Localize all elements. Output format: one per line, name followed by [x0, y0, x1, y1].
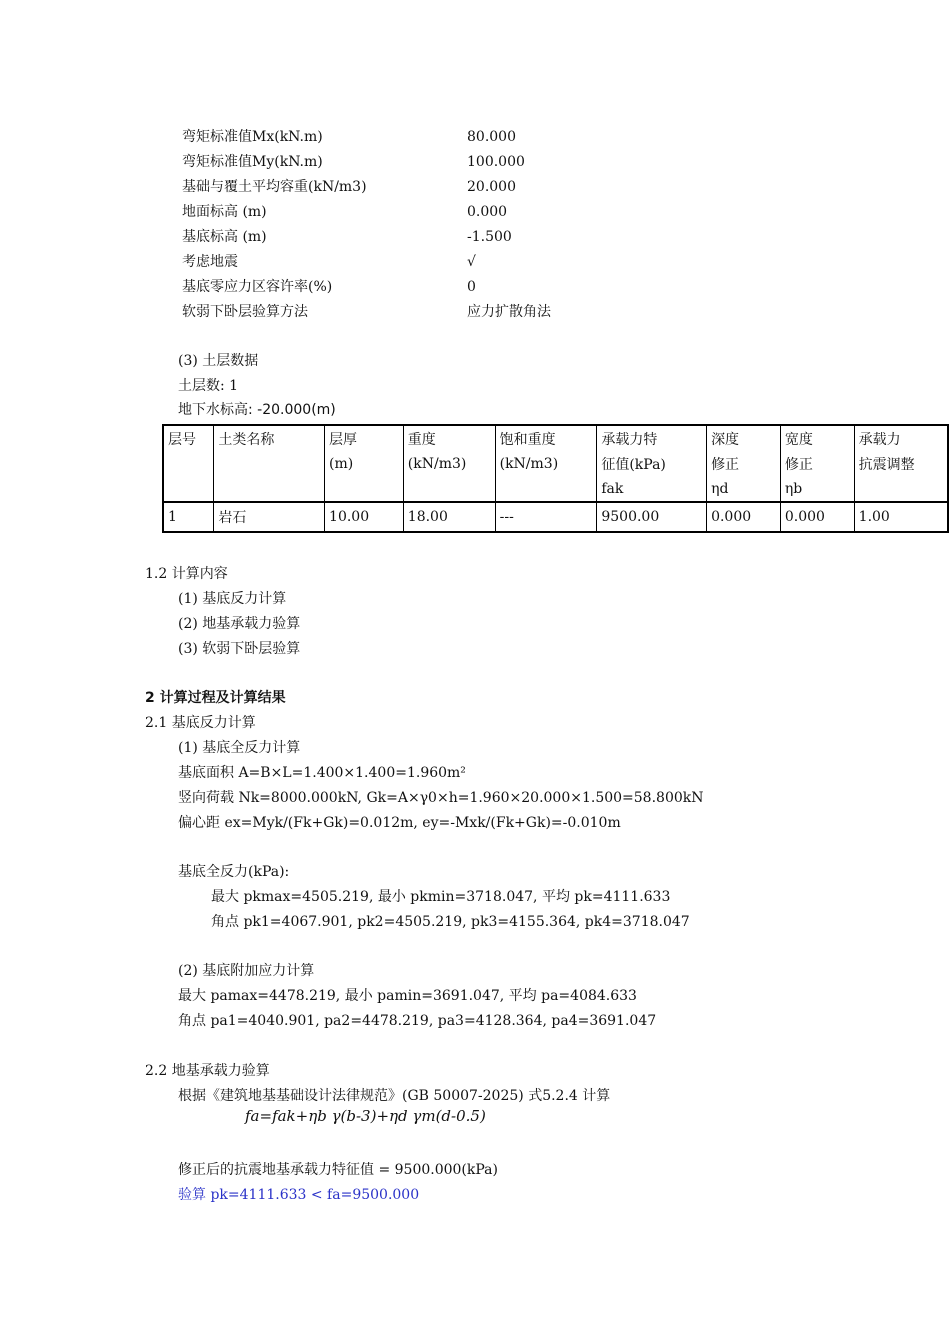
table-cell: 1: [163, 502, 214, 532]
param-label: 弯矩标准值My(kN.m): [182, 154, 323, 170]
code-basis: 根据《建筑地基基础设计法律规范》(GB 50007-2025) 式5.2.4 计算: [178, 1088, 611, 1104]
table-cell: (kN/m3): [495, 451, 597, 476]
table-cell: ηb: [780, 476, 854, 502]
groundwater-level: 地下水标高: -20.000(m): [178, 402, 336, 418]
vertical-load: 竖向荷载 Nk=8000.000kN, Gk=A×γ0×h=1.960×20.000×1.500=58.800kN: [178, 790, 704, 806]
base-area: [178, 764, 466, 782]
table-cell: 重度: [403, 425, 495, 451]
table-cell: 1.00: [854, 502, 948, 532]
param-value: 应力扩散角法: [467, 304, 551, 320]
table-cell: 岩石: [214, 502, 325, 532]
eccentricity: 偏心距 ex=Myk/(Fk+Gk)=0.012m, ey=-Mxk/(Fk+Gk)=-0.010m: [178, 815, 621, 831]
table-cell: 抗震调整: [854, 451, 948, 476]
table-cell: (kN/m3): [403, 451, 495, 476]
soil-layer-count: 土层数: 1: [178, 378, 239, 394]
table-cell: 10.00: [325, 502, 404, 532]
subsection-title: (2) 基底附加应力计算: [178, 963, 315, 979]
param-value: √: [467, 254, 476, 270]
table-cell: [214, 451, 325, 476]
param-label: 弯矩标准值Mx(kN.m): [182, 129, 323, 145]
table-cell: 土类名称: [214, 425, 325, 451]
param-value: 80.000: [467, 129, 516, 145]
table-cell: 宽度: [780, 425, 854, 451]
table-header-row: [163, 425, 948, 451]
param-value: -1.500: [467, 229, 512, 245]
table-cell: 承载力特: [597, 425, 707, 451]
base-area-text: 基底面积 A=B×L=1.400×1.400=1.960m²: [178, 765, 466, 781]
table-row: [163, 502, 948, 532]
table-header-row: [163, 476, 948, 502]
table-cell: [163, 476, 214, 502]
adjusted-bearing-capacity: 修正后的抗震地基承载力特征值 = 9500.000(kPa): [178, 1162, 498, 1178]
table-cell: ---: [495, 502, 597, 532]
table-cell: 承载力: [854, 425, 948, 451]
table-cell: 层厚: [325, 425, 404, 451]
section-2-1-title: 2.1 基底反力计算: [145, 715, 256, 731]
full-reaction-title: 基底全反力(kPa):: [178, 864, 290, 880]
table-cell: [403, 476, 495, 502]
additional-stress-summary: 最大 pamax=4478.219, 最小 pamin=3691.047, 平均 pa=4084.633: [178, 988, 637, 1004]
section-2-2-title: 2.2 地基承载力验算: [145, 1063, 270, 1079]
param-value: 0.000: [467, 204, 508, 220]
param-label: 考虑地震: [182, 254, 238, 270]
param-label: 基底标高 (m): [182, 229, 267, 245]
param-value: 20.000: [467, 179, 516, 195]
param-label: 基础与覆土平均容重(kN/m3): [182, 179, 367, 195]
param-value: 100.000: [467, 154, 525, 170]
table-header-row: [163, 451, 948, 476]
section-1-2-title: 1.2 计算内容: [145, 566, 228, 582]
table-cell: 0.000: [780, 502, 854, 532]
table-cell: [495, 476, 597, 502]
table-cell: 修正: [707, 451, 781, 476]
param-label: 软弱下卧层验算方法: [182, 304, 308, 320]
content-item: (3) 软弱下卧层验算: [178, 641, 301, 657]
table-cell: 深度: [707, 425, 781, 451]
soil-layer-table: [162, 424, 949, 533]
additional-stress-corners: 角点 pa1=4040.901, pa2=4478.219, pa3=4128.364, pa4=3691.047: [178, 1013, 657, 1029]
content-item: (2) 地基承载力验算: [178, 616, 301, 632]
section-2-title: 2 计算过程及计算结果: [145, 690, 286, 706]
full-reaction-corners: 角点 pk1=4067.901, pk2=4505.219, pk3=4155.364, pk4=3718.047: [211, 914, 690, 930]
soil-section-title: (3) 土层数据: [178, 353, 259, 369]
table-cell: ηd: [707, 476, 781, 502]
bearing-capacity-formula: fa=fak+ηb γ(b-3)+ηd γm(d-0.5): [245, 1107, 486, 1125]
table-cell: (m): [325, 451, 404, 476]
table-cell: [854, 476, 948, 502]
table-cell: fak: [597, 476, 707, 502]
table-cell: 征值(kPa): [597, 451, 707, 476]
subsection-title: (1) 基底全反力计算: [178, 740, 301, 756]
content-item: (1) 基底反力计算: [178, 591, 287, 607]
param-label: 基底零应力区容许率(%): [182, 279, 333, 295]
table-cell: 9500.00: [597, 502, 707, 532]
table-cell: [163, 451, 214, 476]
bearing-check-result: 验算 pk=4111.633 < fa=9500.000: [178, 1187, 420, 1203]
table-cell: 18.00: [403, 502, 495, 532]
table-cell: [325, 476, 404, 502]
param-value: 0: [467, 279, 476, 295]
full-reaction-summary: 最大 pkmax=4505.219, 最小 pkmin=3718.047, 平均 pk=4111.633: [211, 889, 671, 905]
param-label: 地面标高 (m): [182, 204, 267, 220]
table-cell: 0.000: [707, 502, 781, 532]
table-cell: 层号: [163, 425, 214, 451]
table-cell: [214, 476, 325, 502]
table-cell: 修正: [780, 451, 854, 476]
table-cell: 饱和重度: [495, 425, 597, 451]
